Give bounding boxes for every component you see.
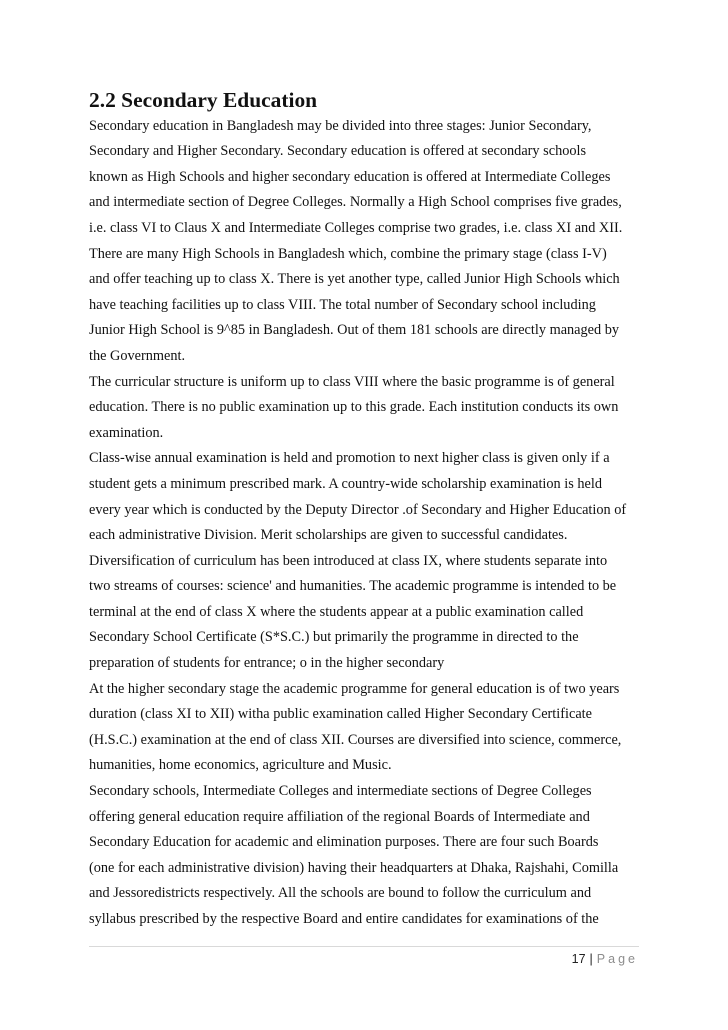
footer-separator: | [589,952,593,966]
text-line: Secondary education in Bangladesh may be divided into three stages: Junior Secondary, [89,117,592,134]
section-heading: 2.2 Secondary Education [89,88,318,112]
paragraph-list [89,114,649,933]
text-line: two streams of courses: science' and humanities. The academic programme is intended to be [89,578,617,595]
text-line: and intermediate section of Degree Colleges. Normally a High School comprises five grades, [89,194,622,211]
text-line: examination. [89,424,164,441]
page-label: Page [596,952,638,966]
paragraph [89,370,649,447]
text-line: education. There is no public examination up to this grade. Each institution conducts its own [89,399,619,416]
paragraph [89,779,649,933]
paragraph [89,114,649,370]
text-line: preparation of students for entrance; o in the higher secondary [89,655,445,672]
text-line: Diversification of curriculum has been introduced at class IX, where students separate into [89,552,608,569]
text-line: have teaching facilities up to class VIII. The total number of Secondary school including [89,296,596,313]
text-line: offering general education require affiliation of the regional Boards of Intermediate and [89,808,590,825]
text-line: known as High Schools and higher secondary education is offered at Intermediate Colleges [89,168,611,185]
text-line: the Government. [89,347,186,364]
text-line: humanities, home economics, agriculture and Music. [89,757,392,774]
page-number: 17 [571,952,586,966]
text-line: syllabus prescribed by the respective Board and entire candidates for examinations of the [89,911,599,927]
document-body [89,88,649,933]
text-line: each administrative Division. Merit scholarships are given to successful candidates. [89,527,568,544]
text-line: duration (class XI to XII) witha public examination called Higher Secondary Certificate [89,706,592,723]
text-line: Class-wise annual examination is held and promotion to next higher class is given only if a [89,450,610,467]
text-line: Secondary schools, Intermediate Colleges and intermediate sections of Degree Colleges [89,783,592,800]
text-line: and Jessoredistricts respectively. All the schools are bound to follow the curriculum and [89,885,592,902]
text-line: (one for each administrative division) having their headquarters at Dhaka, Rajshahi, Comilla [89,859,619,876]
text-line: student gets a minimum prescribed mark. A country-wide scholarship examination is held [89,475,602,492]
paragraph [89,549,649,677]
text-line: Secondary and Higher Secondary. Secondary education is offered at secondary schools [89,143,587,160]
text-line: Secondary School Certificate (S*S.C.) but primarily the programme in directed to the [89,629,579,646]
text-line: i.e. class VI to Claus X and Intermediate Colleges comprise two grades, i.e. class XI and XII. [89,219,623,236]
page-footer [572,952,638,966]
text-line: Junior High School is 9^85 in Bangladesh. Out of them 181 schools are directly managed by [89,322,620,339]
paragraph [89,446,649,548]
text-line: There are many High Schools in Bangladesh which, combine the primary stage (class I-V) [89,245,607,262]
text-line: Secondary Education for academic and elimination purposes. There are four such Boards [89,834,599,851]
paragraph [89,677,649,779]
text-line: and offer teaching up to class X. There is yet another type, called Junior High Schools which [89,271,620,288]
footer-divider [89,946,639,947]
text-line: The curricular structure is uniform up to class VIII where the basic programme is of general [89,373,615,390]
text-line: (H.S.C.) examination at the end of class XII. Courses are diversified into science, commerce, [89,731,622,748]
text-line: every year which is conducted by the Deputy Director .of Secondary and Higher Education of [89,501,627,518]
text-line: terminal at the end of class X where the students appear at a public examination called [89,603,584,620]
text-line: At the higher secondary stage the academic programme for general education is of two years [89,680,620,697]
